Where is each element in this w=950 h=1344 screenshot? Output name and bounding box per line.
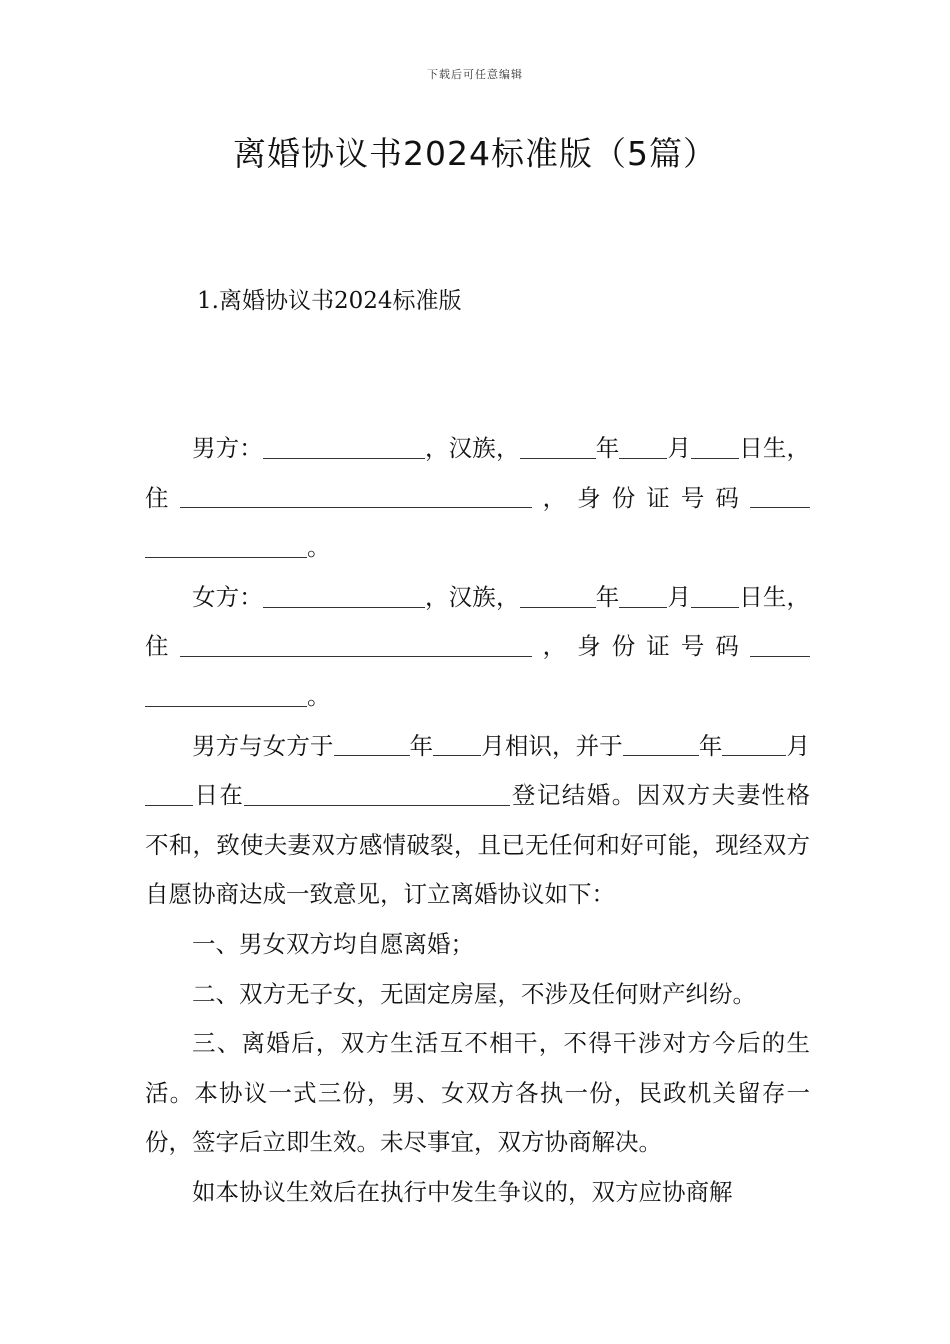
female-birth-year-blank[interactable] bbox=[520, 583, 596, 608]
marriage-lead: 男方与女方于 bbox=[192, 731, 334, 760]
marriage-paragraph bbox=[145, 722, 810, 920]
female-birth-month-blank[interactable] bbox=[619, 583, 667, 608]
marry-day-blank[interactable] bbox=[145, 781, 193, 806]
male-ethnicity: ，汉族， bbox=[424, 434, 520, 462]
male-birth-day-blank[interactable] bbox=[691, 434, 739, 459]
male-id-blank-end[interactable] bbox=[145, 534, 307, 559]
male-birth-year-blank[interactable] bbox=[520, 434, 596, 459]
male-id-label: ，身份证号码 bbox=[531, 483, 750, 512]
male-day-label: 日 bbox=[739, 434, 763, 462]
meet-year-label: 年 bbox=[409, 731, 434, 760]
marry-year-blank[interactable] bbox=[623, 732, 699, 757]
female-info-paragraph bbox=[145, 573, 810, 722]
male-name-blank[interactable] bbox=[263, 434, 425, 459]
meet-year-blank[interactable] bbox=[334, 732, 410, 757]
female-name-blank[interactable] bbox=[263, 583, 425, 608]
female-day-label: 日 bbox=[739, 582, 763, 611]
meet-month-label: 月相识，并于 bbox=[481, 731, 623, 760]
marriage-rest: 登记结婚。因双方夫妻性格不和，致使夫妻双方感情破裂，且已无任何和好可能，现经双方自愿协商达成一致意见，订立离婚协议如下： bbox=[145, 781, 811, 909]
male-end: 。 bbox=[307, 533, 331, 562]
male-month-label: 月 bbox=[667, 434, 692, 462]
document-body bbox=[145, 424, 810, 1218]
marry-month-blank-b[interactable] bbox=[770, 732, 786, 757]
clause-1: 一、男女双方均自愿离婚； bbox=[192, 929, 474, 958]
marry-day-label: 日在 bbox=[193, 781, 245, 810]
male-address-blank[interactable] bbox=[180, 484, 532, 509]
female-month-label: 月 bbox=[667, 582, 692, 611]
document-title: 离婚协议书2024标准版（5篇） bbox=[233, 134, 717, 173]
male-label: 男方： bbox=[192, 434, 263, 462]
clause-3: 三、离婚后，双方生活互不相干，不得干涉对方今后的生活。本协议一式三份，男、女双方各执一份，民政机关留存一份，签字后立即生效。未尽事宜，双方协商解决。 bbox=[145, 1029, 810, 1157]
female-id-blank-end[interactable] bbox=[145, 682, 307, 707]
female-label: 女方： bbox=[192, 582, 263, 611]
marry-month-blank-a[interactable] bbox=[722, 732, 770, 757]
clause-2: 二、双方无子女，无固定房屋，不涉及任何财产纠纷。 bbox=[192, 979, 756, 1008]
male-year-label: 年 bbox=[595, 434, 620, 462]
female-address-blank[interactable] bbox=[180, 633, 532, 658]
marry-place-blank[interactable] bbox=[244, 781, 510, 806]
female-born-live: 生，住 bbox=[145, 582, 811, 661]
male-info-paragraph bbox=[145, 424, 810, 573]
clause-4: 如本协议生效后在执行中发生争议的，双方应协商解 bbox=[192, 1177, 733, 1206]
female-ethnicity: ，汉族， bbox=[424, 582, 520, 611]
marry-year-label: 年 bbox=[698, 731, 723, 760]
female-year-label: 年 bbox=[595, 582, 620, 611]
male-born-live: 生，住 bbox=[145, 434, 811, 512]
meet-month-blank[interactable] bbox=[433, 732, 481, 757]
female-birth-day-blank[interactable] bbox=[691, 583, 739, 608]
section-heading: 1.离婚协议书2024标准版 bbox=[197, 288, 462, 314]
male-birth-month-blank[interactable] bbox=[619, 434, 667, 459]
female-id-label: ，身份证号码 bbox=[531, 632, 750, 661]
female-end: 。 bbox=[307, 681, 331, 710]
header-note: 下载后可任意编辑 bbox=[427, 68, 523, 81]
marry-month-label: 月 bbox=[786, 731, 811, 760]
female-id-blank-start[interactable] bbox=[750, 633, 810, 658]
male-id-blank-start[interactable] bbox=[750, 484, 810, 509]
